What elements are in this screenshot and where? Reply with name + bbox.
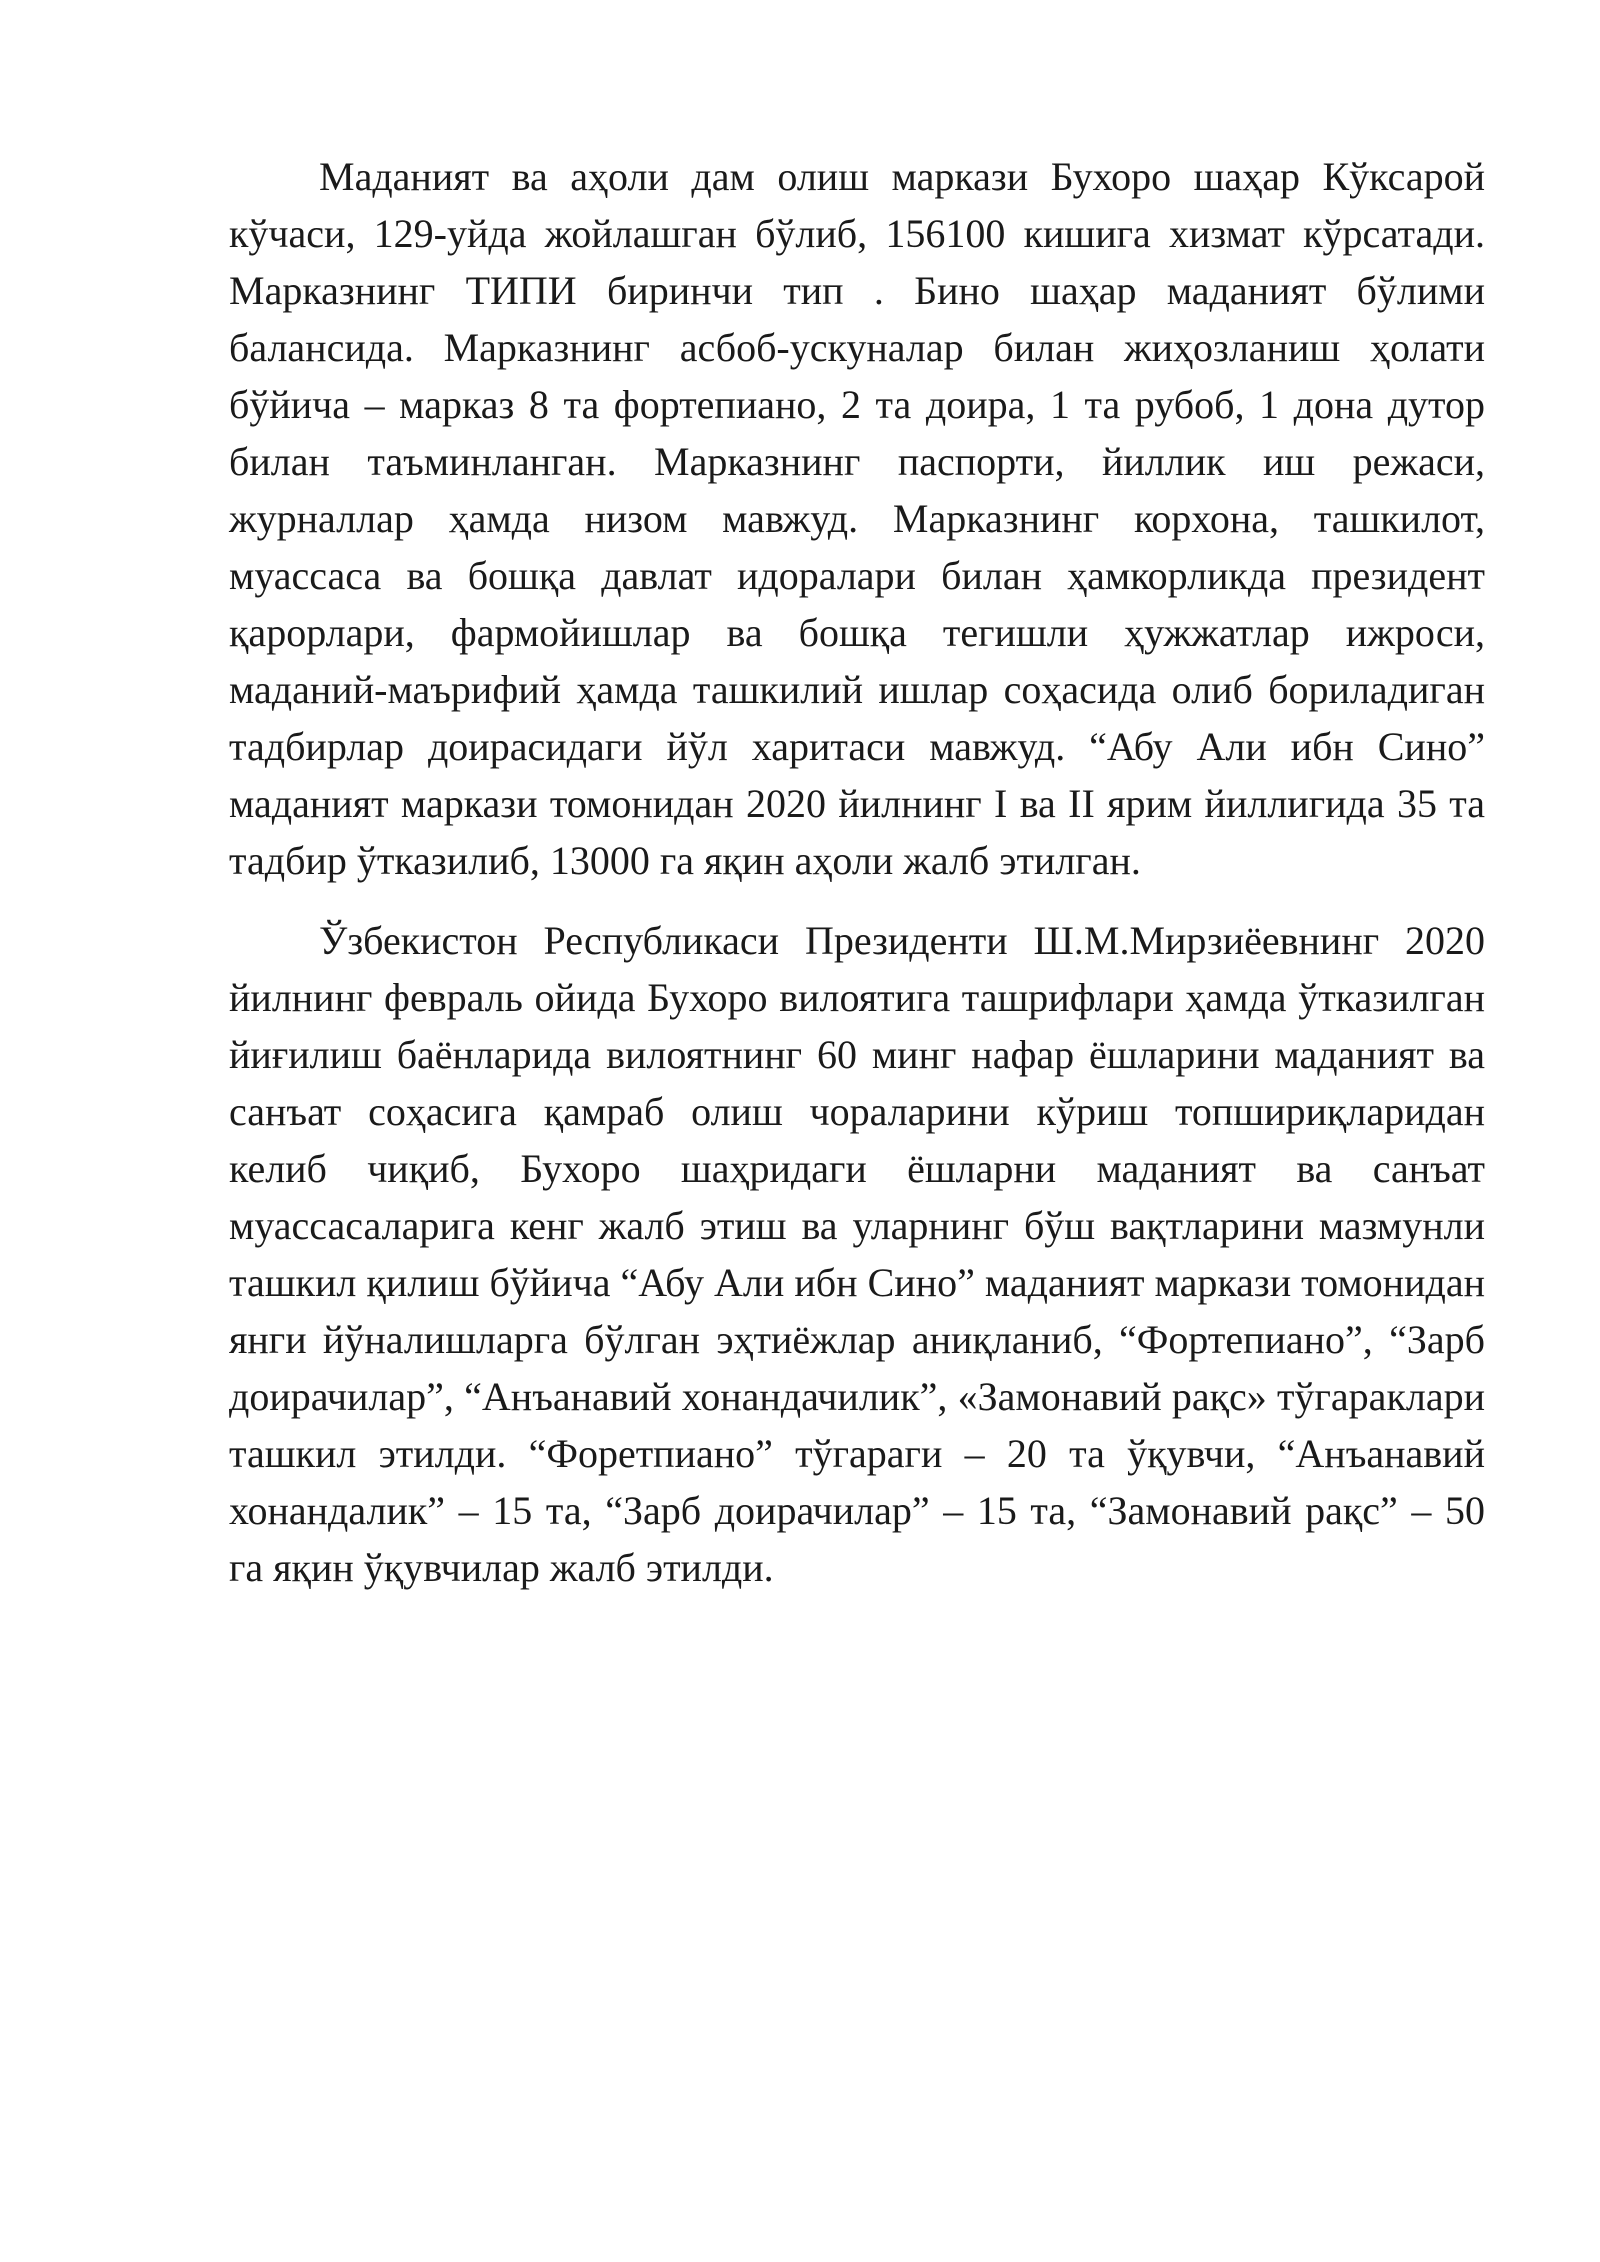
paragraph-culture-center-overview: Маданият ва аҳоли дам олиш маркази Бухоро шаҳар Кўксарой кўчаси, 129-уйда жойлашган бўлиб, 156100 кишига хизмат кўрсатади. Марказнинг ТИПИ биринчи тип . Бино шаҳар маданият бўлими балансида. Марказнинг асбоб-ускуналар билан жиҳозланиш ҳолати бўйича – марказ 8 та фортепиано, 2 та доира, 1 та рубоб, 1 дона дутор билан таъминланган. Марказнинг паспорти, йиллик иш режаси, журналлар ҳамда низом мавжуд. Марказнинг корхона, ташкилот, муассаса ва бошқа давлат идоралари билан ҳамкорликда президент қарорлари, фармойишлар ва бошқа тегишли ҳужжатлар ижроси, маданий-маърифий ҳамда ташкилий ишлар соҳасида олиб бориладиган тадбирлар доирасидаги йўл харитаси мавжуд. “Абу Али ибн Сино” маданият маркази томонидан 2020 йилнинг I ва II ярим йиллигида 35 та тадбир ўтказилиб, 13000 га яқин аҳоли жалб этилган. — [229, 154, 1485, 883]
document-body — [229, 148, 1485, 1596]
paragraph-youth-clubs: Ўзбекистон Республикаси Президенти Ш.М.Мирзиёевнинг 2020 йилнинг февраль ойида Бухоро вилоятига ташрифлари ҳамда ўтказилган йиғилиш баёнларида вилоятнинг 60 минг нафар ёшларини маданият ва санъат соҳасига қамраб олиш чораларини кўриш топшириқларидан келиб чиқиб, Бухоро шаҳридаги ёшларни маданият ва санъат муассасаларига кенг жалб этиш ва уларнинг бўш вақтларини мазмунли ташкил қилиш бўйича “Абу Али ибн Сино” маданият маркази томонидан янги йўналишларга бўлган эҳтиёжлар аниқланиб, “Фортепиано”, “Зарб доирачилар”, “Анъанавий хонандачилик”, «Замонавий рақс» тўгараклари ташкил этилди. “Форетпиано” тўгараги – 20 та ўқувчи, “Анъанавий хонандалик” – 15 та, “Зарб доирачилар” – 15 та, “Замонавий рақс” – 50 га яқин ўқувчилар жалб этилди. — [229, 918, 1485, 1590]
